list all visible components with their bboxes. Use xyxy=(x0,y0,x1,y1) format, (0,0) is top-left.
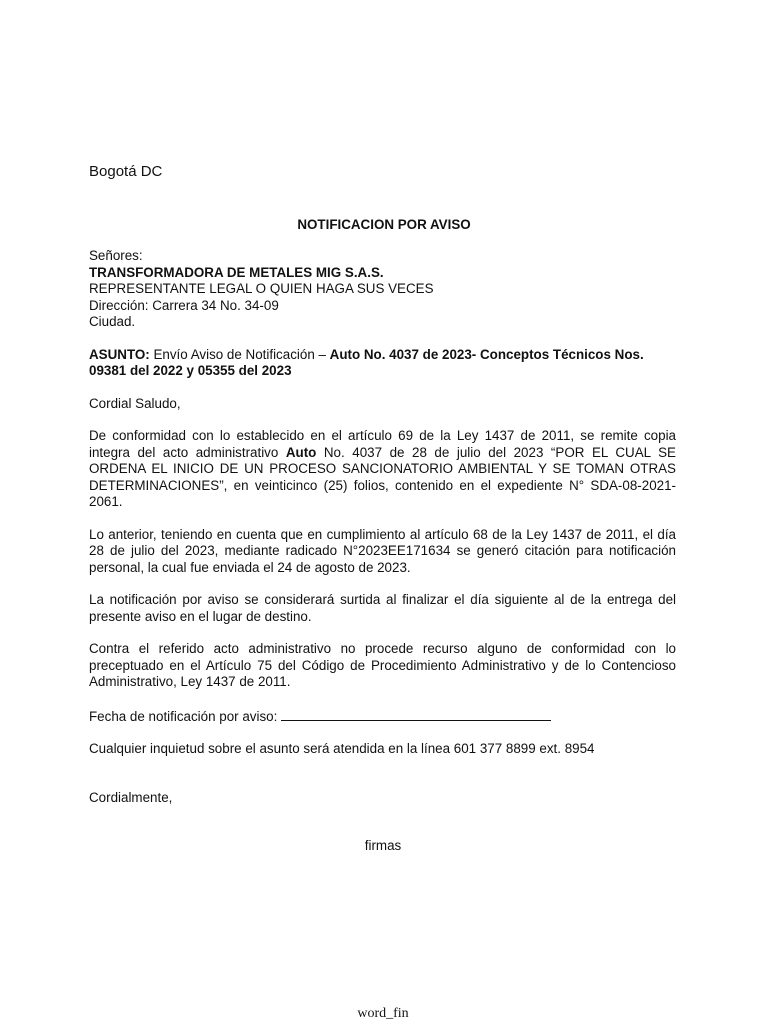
paragraph-1-bold: Auto xyxy=(285,444,317,460)
paragraph-2: Lo anterior, teniendo en cuenta que en cumplimiento al artículo 68 de la Ley 1437 de 2011, el día 28 de julio del 2023, mediante radicado N°2023EE171634 se generó citación para notificación personal, la cual fue enviada el 24 de agosto de 2023. xyxy=(89,526,676,575)
document-city: Bogotá DC xyxy=(89,163,163,180)
paragraph-3: La notificación por aviso se considerará surtida al finalizar el día siguiente al de la entrega del presente aviso en el lugar de destino. xyxy=(89,592,676,624)
footer-text: word_fin xyxy=(357,1006,409,1021)
notification-date-label: Fecha de notificación por aviso: xyxy=(89,708,278,724)
notification-date-row xyxy=(89,707,676,726)
recipient-representative: REPRESENTANTE LEGAL O QUIEN HAGA SUS VECES xyxy=(89,281,434,296)
paragraph-1 xyxy=(89,428,676,511)
recipient-salutation: Señores: xyxy=(89,248,143,263)
subject-label: ASUNTO: xyxy=(89,346,150,362)
document-body xyxy=(89,248,676,806)
subject-reference: Auto No. 4037 de 2023- Conceptos Técnicos Nos. 09381 del 2022 y 05355 del 2023 xyxy=(89,346,644,378)
recipient-block xyxy=(89,248,676,331)
greeting: Cordial Saludo, xyxy=(89,395,181,411)
paragraph-1-before: De conformidad con lo establecido en el artículo 69 de la Ley 1437 de 2011, se remite copia integra del acto administrativo xyxy=(89,428,676,460)
inquiries-line: Cualquier inquietud sobre el asunto será atendida en la línea 601 377 8899 ext. 8954 xyxy=(89,741,595,756)
notification-date-blank xyxy=(281,707,551,721)
signatures-placeholder: firmas xyxy=(364,838,402,853)
paragraph-4: Contra el referido acto administrativo no procede recurso alguno de conformidad con lo preceptuado en el Artículo 75 del Código de Procedimiento Administrativo y de lo Contencioso Administrativo, Ley 1437 de 2011. xyxy=(89,641,676,689)
subject-block xyxy=(89,347,676,380)
recipient-company: TRANSFORMADORA DE METALES MIG S.A.S. xyxy=(89,264,384,280)
closing: Cordialmente, xyxy=(89,789,173,805)
subject-text: Envío Aviso de Notificación – xyxy=(149,346,330,362)
recipient-city: Ciudad. xyxy=(89,314,136,329)
recipient-address: Dirección: Carrera 34 No. 34-09 xyxy=(89,297,279,313)
document-title: NOTIFICACION POR AVISO xyxy=(297,217,471,232)
paragraph-1-after: No. 4037 de 28 de julio del 2023 “POR EL CUAL SE ORDENA EL INICIO DE UN PROCESO SANCIONATORIO AMBIENTAL Y SE TOMAN OTRAS DETERMINACIONES”, en veinticinco (25) folios, contenido en el expediente N° SDA-08-2021-2061. xyxy=(89,444,676,509)
